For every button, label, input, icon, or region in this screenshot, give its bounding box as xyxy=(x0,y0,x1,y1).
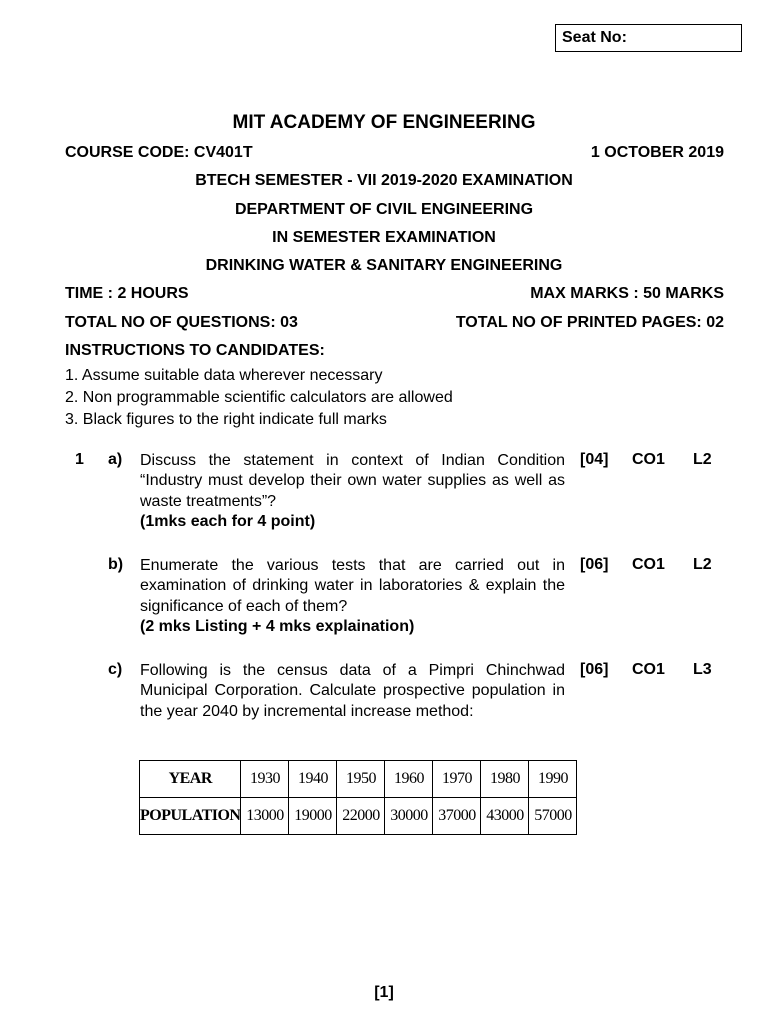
part-c-course-outcome: CO1 xyxy=(632,661,665,678)
population-cell: 22000 xyxy=(337,798,385,835)
year-cell: 1970 xyxy=(433,761,481,798)
part-a-label: a) xyxy=(108,451,123,468)
part-c-question: Following is the census data of a Pimpri Chinchwad Municipal Corporation. Calculate prospective population in the year 2040 by incremental increase method: xyxy=(140,662,565,720)
population-cell: 57000 xyxy=(529,798,577,835)
year-header: YEAR xyxy=(140,761,241,798)
year-row xyxy=(140,761,577,798)
part-a-level: L2 xyxy=(693,451,712,468)
exam-time: TIME : 2 HOURS xyxy=(65,285,189,302)
part-b-label: b) xyxy=(108,556,124,573)
instruction-item: 3. Black figures to the right indicate full marks xyxy=(65,411,387,428)
instruction-item: 2. Non programmable scientific calculators are allowed xyxy=(65,389,453,406)
population-header: POPULATION xyxy=(140,798,241,835)
part-c-marks: [06] xyxy=(580,661,609,678)
question-number: 1 xyxy=(75,451,84,468)
year-cell: 1980 xyxy=(481,761,529,798)
year-cell: 1940 xyxy=(289,761,337,798)
year-cell: 1960 xyxy=(385,761,433,798)
part-b-level: L2 xyxy=(693,556,712,573)
population-cell: 37000 xyxy=(433,798,481,835)
year-cell: 1990 xyxy=(529,761,577,798)
part-b-marks: [06] xyxy=(580,556,609,573)
part-c-level: L3 xyxy=(693,661,712,678)
exam-date: 1 OCTOBER 2019 xyxy=(590,144,724,161)
instructions-title: INSTRUCTIONS TO CANDIDATES: xyxy=(65,342,325,359)
population-cell: 43000 xyxy=(481,798,529,835)
population-row xyxy=(140,798,577,835)
semester-line: BTECH SEMESTER - VII 2019-2020 EXAMINATION xyxy=(195,172,573,189)
part-b-question: Enumerate the various tests that are carried out in examination of drinking water in laboratories & explain the significance of each of them? xyxy=(140,557,565,615)
part-a-marking-note: (1mks each for 4 point) xyxy=(140,512,316,530)
population-cell: 30000 xyxy=(385,798,433,835)
part-b-course-outcome: CO1 xyxy=(632,556,665,573)
part-a-course-outcome: CO1 xyxy=(632,451,665,468)
course-code: COURSE CODE: CV401T xyxy=(65,144,253,161)
seat-number-box: Seat No: xyxy=(555,24,742,52)
part-c-label: c) xyxy=(108,661,123,678)
instruction-item: 1. Assume suitable data wherever necessary xyxy=(65,367,383,384)
part-b-marking-note: (2 mks Listing + 4 mks explaination) xyxy=(140,617,415,635)
total-questions: TOTAL NO OF QUESTIONS: 03 xyxy=(65,314,298,331)
part-a-question: Discuss the statement in context of Indian Condition “Industry must develop their own water supplies as well as waste treatments”? xyxy=(140,452,565,510)
part-c-text xyxy=(140,661,565,722)
max-marks: MAX MARKS : 50 MARKS xyxy=(530,285,724,302)
page-number: [1] xyxy=(374,984,394,1001)
year-cell: 1930 xyxy=(241,761,289,798)
total-pages: TOTAL NO OF PRINTED PAGES: 02 xyxy=(455,314,724,331)
institution-title: MIT ACADEMY OF ENGINEERING xyxy=(232,112,536,133)
part-b-text xyxy=(140,556,565,637)
population-cell: 13000 xyxy=(241,798,289,835)
exam-type-line: IN SEMESTER EXAMINATION xyxy=(272,229,496,246)
part-a-text xyxy=(140,451,565,532)
subject-line: DRINKING WATER & SANITARY ENGINEERING xyxy=(205,257,563,274)
population-cell: 19000 xyxy=(289,798,337,835)
census-data-table xyxy=(139,760,577,835)
part-a-marks: [04] xyxy=(580,451,609,468)
year-cell: 1950 xyxy=(337,761,385,798)
department-line: DEPARTMENT OF CIVIL ENGINEERING xyxy=(234,201,534,218)
